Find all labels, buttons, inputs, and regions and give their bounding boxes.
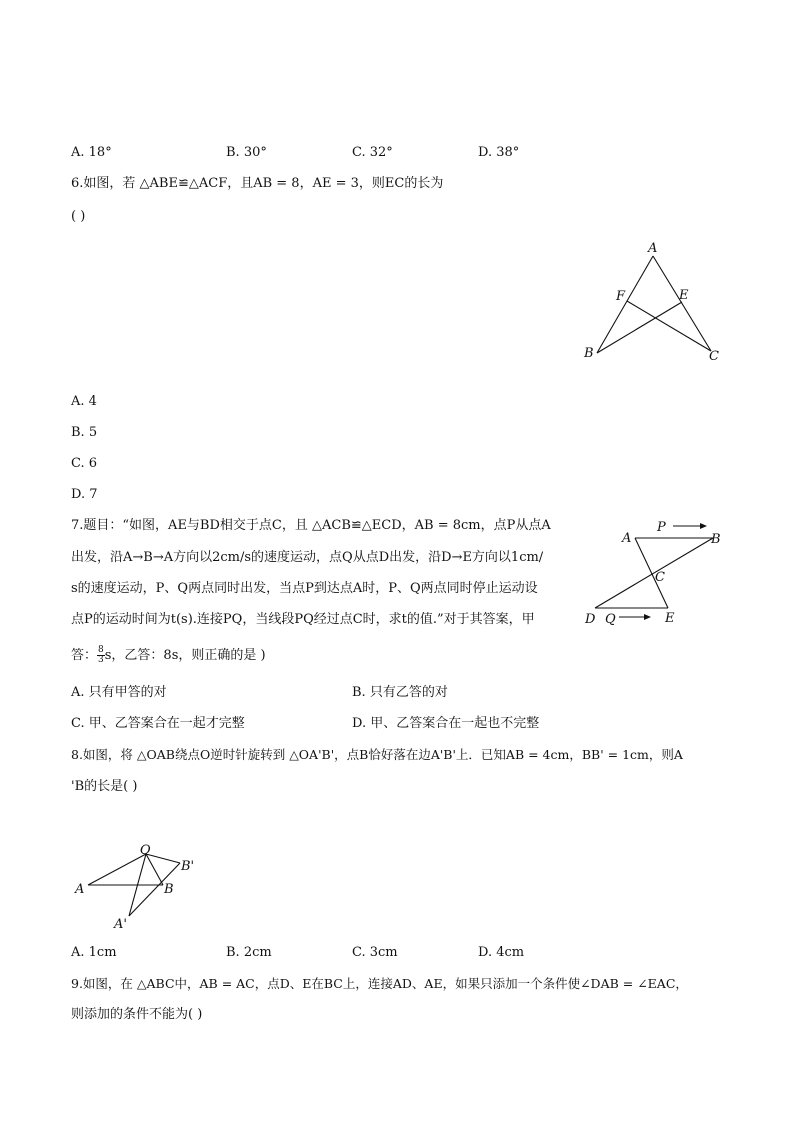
q7-fraction xyxy=(97,646,105,665)
q7-seg-bd xyxy=(595,538,713,608)
q8-option-b[interactable]: B. 2cm xyxy=(226,945,272,960)
q8-seg-ob xyxy=(146,854,163,885)
q8-option-a[interactable]: A. 1cm xyxy=(71,945,117,960)
q8-label-a: A xyxy=(75,882,85,897)
q7-figure xyxy=(580,516,730,634)
q7-line-1: 7.题目：“如图，AE与BD相交于点C，且 △ACB≌△ECD，AB = 8cm，点P从点A xyxy=(71,518,551,533)
q8-label-o: O xyxy=(140,843,151,858)
q6-option-d[interactable]: D. 7 xyxy=(71,487,98,502)
q9-line-1: 9.如图，在 △ABC中，AB = AC，点D、E在BC上，连接AD、AE，如果只添加一个条件使∠DAB = ∠EAC， xyxy=(71,976,688,991)
q6-option-b[interactable]: B. 5 xyxy=(71,425,98,440)
q7-line-4: 点P的运动时间为t(s).连接PQ，当线段PQ经过点C时，求t的值.”对于其答案，甲 xyxy=(71,612,535,627)
q5-option-d[interactable]: D. 38° xyxy=(478,145,520,160)
q7-option-b[interactable]: B. 只有乙答的对 xyxy=(352,685,448,700)
q7-frac-den: 3 xyxy=(98,655,104,665)
q6-option-a[interactable]: A. 4 xyxy=(71,394,97,409)
q7-frac-num: 8 xyxy=(98,645,104,655)
q8-option-c[interactable]: C. 3cm xyxy=(352,945,398,960)
q7-label-c: C xyxy=(655,570,665,585)
q8-line-1: 8.如图，将 △OAB绕点O逆时针旋转到 △OA'B'，点B恰好落在边A'B'上．已知AB = 4cm，BB' = 1cm，则A xyxy=(71,747,683,762)
q9-line-2: 则添加的条件不能为( ) xyxy=(71,1007,203,1022)
q6-seg-ab xyxy=(597,256,653,353)
q7-option-c[interactable]: C. 甲、乙答案合在一起才完整 xyxy=(71,716,245,731)
q7-answer-suffix: s，乙答：8s，则正确的是 ) xyxy=(104,648,266,663)
q7-option-a[interactable]: A. 只有甲答的对 xyxy=(71,685,167,700)
q7-answer-prefix: 答： xyxy=(71,648,98,663)
q7-arrowhead-p xyxy=(700,523,707,529)
q7-arrowhead-q xyxy=(644,614,651,620)
q8-seg-oa xyxy=(88,854,146,885)
q6-figure xyxy=(578,238,728,366)
q5-option-b[interactable]: B. 30° xyxy=(226,145,267,160)
q6-stem: 6.如图，若 △ABE≌△ACF，且AB = 8，AE = 3，则EC的长为 xyxy=(71,176,444,191)
q7-line-2: 出发，沿A→B→A方向以2cm/s的速度运动，点Q从点D出发，沿D→E方向以1cm/ xyxy=(71,550,544,565)
q8-option-d[interactable]: D. 4cm xyxy=(478,945,525,960)
q7-label-q: Q xyxy=(605,612,616,627)
q7-label-b: B xyxy=(711,532,721,547)
q6-paren: ( ) xyxy=(71,209,86,224)
q6-label-a: A xyxy=(648,241,658,256)
q8-label-b: B xyxy=(164,882,174,897)
q8-seg-ob-prime xyxy=(146,854,180,863)
q6-label-c: C xyxy=(709,349,719,364)
q8-line-2: 'B的长是( ) xyxy=(71,779,138,794)
q6-label-b: B xyxy=(584,346,594,361)
q6-option-c[interactable]: C. 6 xyxy=(71,456,98,471)
q8-label-b-prime: B' xyxy=(181,859,195,874)
q8-label-a-prime: A' xyxy=(114,917,127,932)
q7-answer-line xyxy=(71,646,266,666)
q7-option-d[interactable]: D. 甲、乙答案合在一起也不完整 xyxy=(352,716,540,731)
q5-option-c[interactable]: C. 32° xyxy=(352,145,393,160)
q7-label-d: D xyxy=(585,612,596,627)
q7-label-a: A xyxy=(622,531,632,546)
q5-option-a[interactable]: A. 18° xyxy=(71,145,112,160)
q7-line-3: s的速度运动，P、Q两点同时出发，当点P到达点A时，P、Q两点同时停止运动设 xyxy=(71,581,538,596)
q6-label-e: E xyxy=(679,288,689,303)
q7-label-e: E xyxy=(665,611,675,626)
q6-seg-ac xyxy=(653,256,711,351)
q6-label-f: F xyxy=(616,289,626,304)
q6-seg-be xyxy=(597,302,682,353)
q7-label-p: P xyxy=(657,520,666,535)
q6-seg-cf xyxy=(627,301,711,351)
q8-figure xyxy=(70,838,210,932)
